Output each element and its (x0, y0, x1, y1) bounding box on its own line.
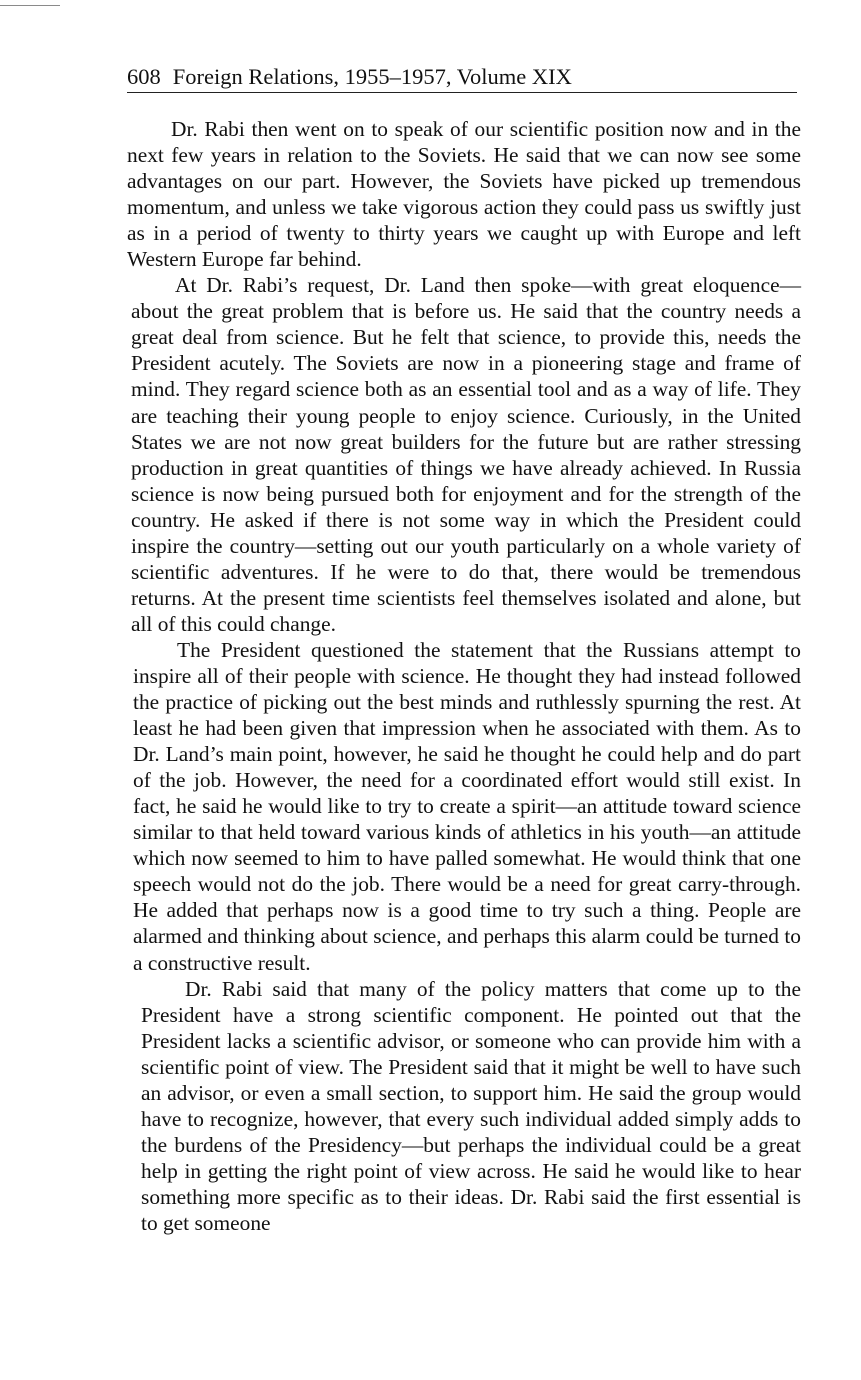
running-header (127, 62, 797, 93)
paragraph-1: Dr. Rabi then went on to speak of our scientific position now and in the next few years in relation to the Soviets. He said that we can now see some advantages on our part. However, the Soviets have picked up tremendous momentum, and unless we take vigorous action they could pass us swiftly just as in a period of twenty to thirty years we caught up with Europe and left Western Europe far behind. (127, 117, 801, 272)
paragraph-2: At Dr. Rabi’s request, Dr. Land then spoke—with great eloquence—about the great problem that is before us. He said that the country needs a great deal from science. But he felt that science, to provide this, needs the President acutely. The Soviets are now in a pioneering stage and frame of mind. They regard science both as an essential tool and as a way of life. They are teaching their young people to enjoy science. Curiously, in the United States we are not now great builders for the future but are rather stressing production in great quantities of things we have already achieved. In Russia science is now being pursued both for enjoyment and for the strength of the country. He asked if there is not some way in which the President could inspire the country—setting out our youth particularly on a whole variety of scientific adventures. If he were to do that, there would be tremendous returns. At the present time scientists feel themselves isolated and alone, but all of this could change. (131, 273, 801, 636)
publication-title: Foreign Relations, 1955–1957, Volume XIX (172, 64, 572, 89)
scan-edge-line (0, 5, 60, 6)
paragraph-3: The President questioned the statement that the Russians attempt to inspire all of their people with science. He thought they had instead followed the practice of picking out the best minds and ruthlessly spurning the rest. At least he had been given that impression when he associated with them. As to Dr. Land’s main point, however, he said he thought he could help and do part of the job. However, the need for a coordinated effort would still exist. In fact, he said he would like to try to create a spirit—an attitude toward science similar to that held toward various kinds of athletics in his youth—an attitude which now seemed to him to have palled somewhat. He would think that one speech would not do the job. There would be a need for great carry-through. He added that perhaps now is a good time to try such a thing. People are alarmed and thinking about science, and perhaps this alarm could be turned to a constructive result. (133, 637, 801, 975)
page-number: 608 (127, 64, 161, 89)
body-text (127, 116, 801, 1236)
paragraph-4: Dr. Rabi said that many of the policy matters that come up to the President have a strong scientific component. He pointed out that the President lacks a scientific advisor, or someone who can provide him with a scientific point of view. The President said that it might be well to have such an advisor, or even a small section, to support him. He said the group would have to recognize, however, that every such individual added simply adds to the burdens of the Presidency—but perhaps the individual could be a great help in getting the right point of view across. He said he would like to hear something more specific as to their ideas. Dr. Rabi said the first essential is to get someone (141, 976, 801, 1235)
